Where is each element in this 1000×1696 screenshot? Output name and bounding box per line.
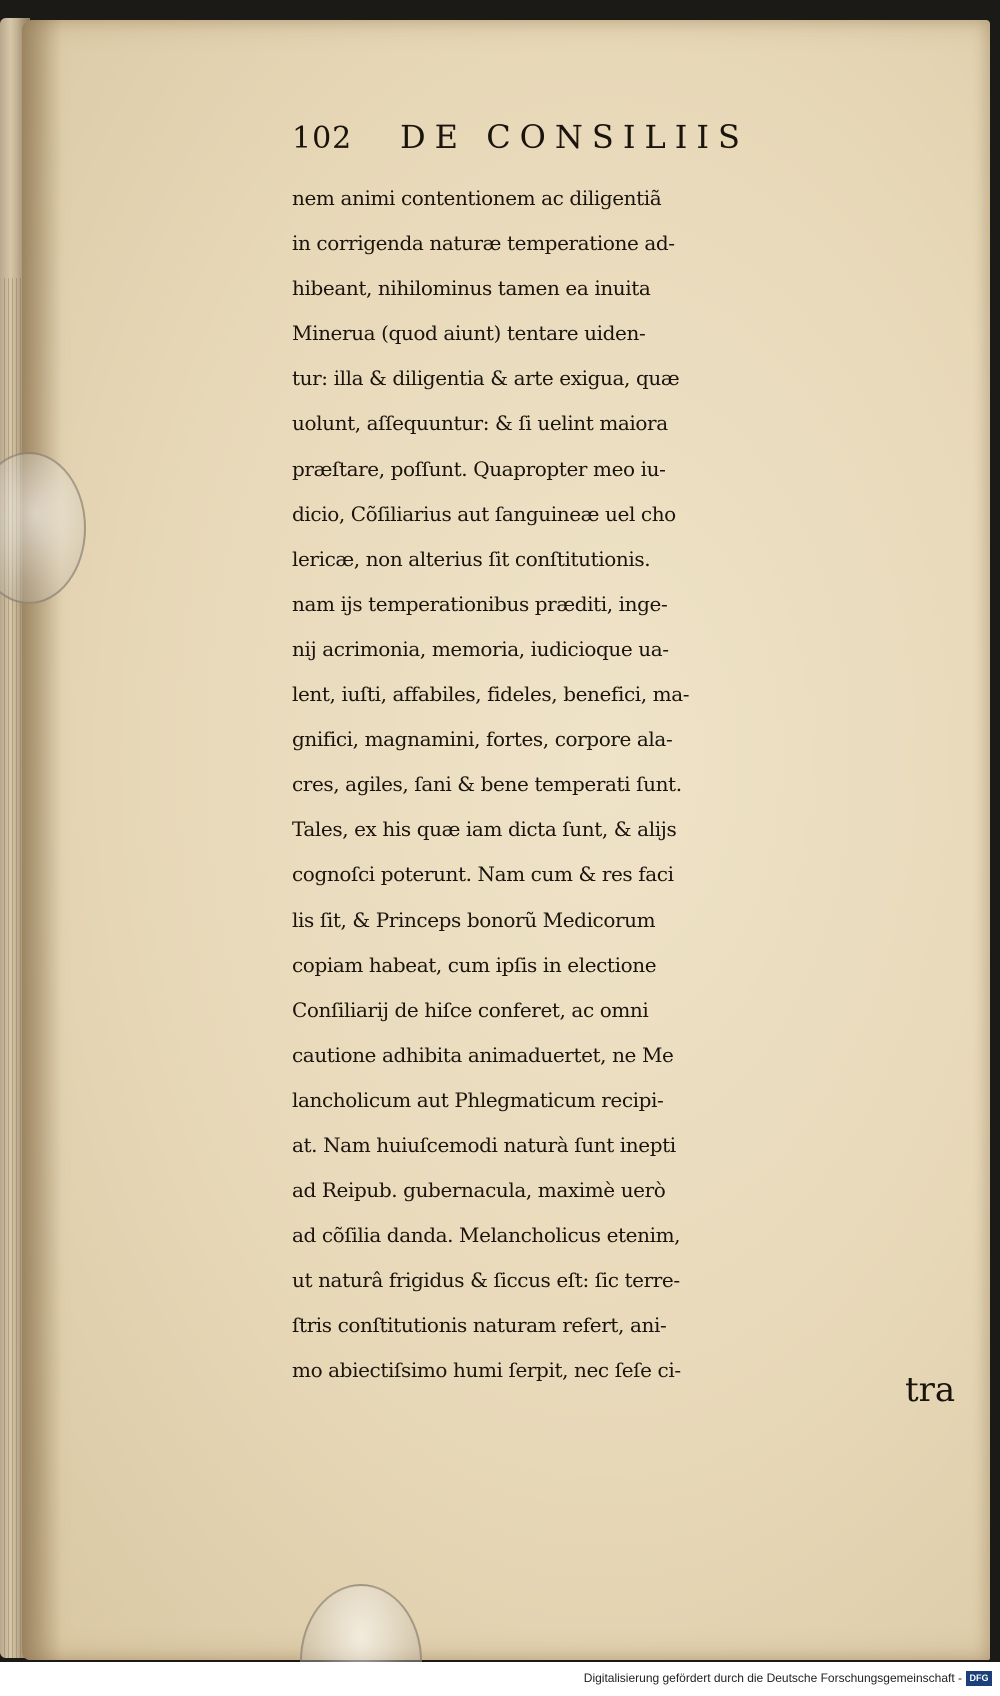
text-line: at. Nam huiuſcemodi naturà ſunt inepti bbox=[292, 1132, 676, 1157]
text-line: nam ijs temperationibus præditi, inge- bbox=[292, 591, 668, 616]
running-title: DE CONSILIIS bbox=[400, 118, 749, 156]
page-text bbox=[292, 118, 952, 1394]
footer-bar bbox=[0, 1662, 1000, 1696]
text-line: nij acrimonia, memoria, iudicioque ua- bbox=[292, 636, 669, 661]
text-line: cres, agiles, ſani & bene temperati ſunt. bbox=[292, 772, 682, 797]
text-line: nem animi contentionem ac diligentiã bbox=[292, 186, 662, 210]
text-line: dicio, Cõſiliarius aut ſanguineæ uel cho bbox=[292, 501, 676, 526]
gutter-shadow bbox=[22, 20, 62, 1660]
text-line: gnifici, magnamini, fortes, corpore ala- bbox=[292, 727, 673, 752]
text-line: lent, iuſti, affabiles, fideles, benefici, ma- bbox=[292, 682, 690, 707]
text-line: Conſiliarij de hiſce conferet, ac omni bbox=[292, 997, 649, 1022]
catchword: tra bbox=[905, 1370, 956, 1410]
text-line: tur: illa & diligentia & arte exigua, quæ bbox=[292, 366, 680, 391]
text-line: cautione adhibita animaduertet, ne Me bbox=[292, 1042, 674, 1067]
text-line: mo abiectiſsimo humi ſerpit, nec ſeſe ci- bbox=[292, 1358, 681, 1383]
text-line: ad Reipub. gubernacula, maximè uerò bbox=[292, 1178, 666, 1203]
dfg-logo: DFG bbox=[966, 1671, 992, 1686]
text-line: lericæ, non alterius ſit conſtitutionis. bbox=[292, 546, 651, 571]
text-line: in corrigenda naturæ temperatione ad- bbox=[292, 231, 675, 256]
text-line: lancholicum aut Phlegmaticum recipi- bbox=[292, 1087, 664, 1112]
funding-credit: Digitalisierung gefördert durch die Deutsche Forschungsgemeinschaft - bbox=[583, 1671, 962, 1685]
text-line: lis ſit, & Princeps bonorũ Medicorum bbox=[292, 907, 656, 932]
text-line: Minerua (quod aiunt) tentare uiden- bbox=[292, 321, 646, 346]
page-number: 102 bbox=[292, 121, 353, 156]
text-line: ad cõſilia danda. Melancholicus etenim, bbox=[292, 1223, 681, 1248]
text-line: ut naturâ frigidus & ſiccus eſt: ſic terre- bbox=[292, 1268, 680, 1293]
text-line: uolunt, aſſequuntur: & ſi uelint maiora bbox=[292, 411, 668, 436]
text-line: Tales, ex his quæ iam dicta ſunt, & alijs bbox=[292, 817, 677, 842]
text-line: ſtris conſtitutionis naturam refert, ani- bbox=[292, 1313, 667, 1338]
text-line: hibeant, nihilominus tamen ea inuita bbox=[292, 276, 651, 301]
running-head bbox=[292, 118, 952, 176]
text-line: præſtare, poſſunt. Quapropter meo iu- bbox=[292, 456, 666, 481]
text-line: cognoſci poterunt. Nam cum & res faci bbox=[292, 862, 674, 887]
text-line: copiam habeat, cum ipſis in electione bbox=[292, 952, 657, 977]
